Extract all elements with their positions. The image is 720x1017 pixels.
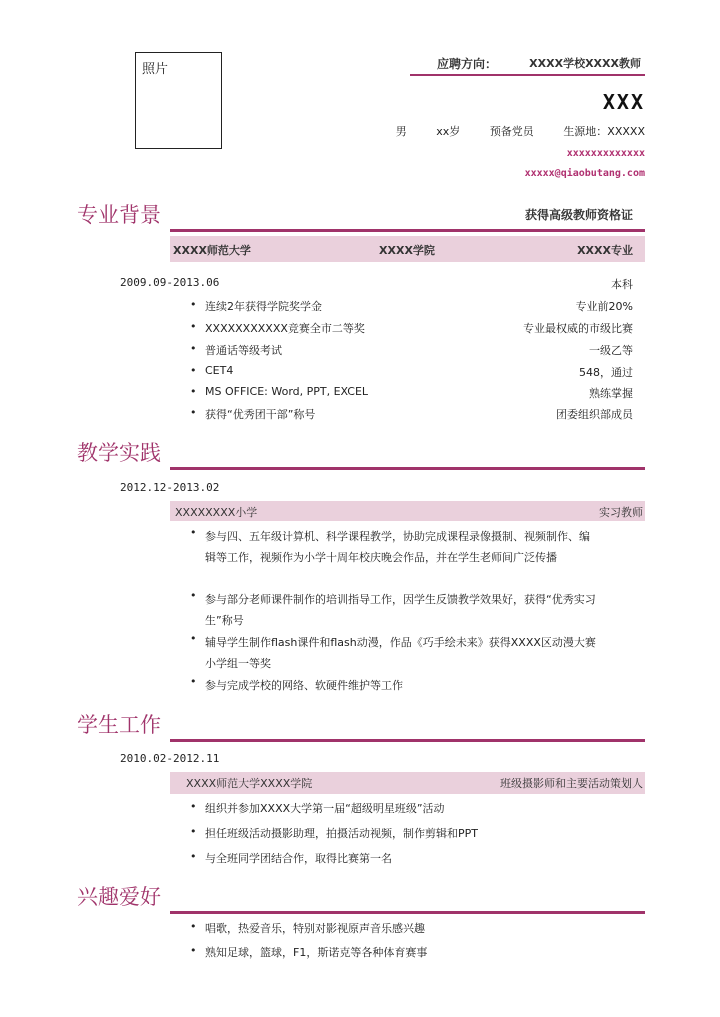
section-title-student-work: 学生工作 xyxy=(77,713,161,737)
apply-value: XXXX学校XXXX教师 xyxy=(529,57,641,70)
student-work-role: 班级摄影师和主要活动策划人 xyxy=(500,777,643,790)
age: xx岁 xyxy=(436,125,461,138)
list-item-note: 一级乙等 xyxy=(589,344,633,357)
apply-underline xyxy=(410,74,645,76)
candidate-name: XXX xyxy=(602,90,645,114)
gender: 男 xyxy=(395,125,407,138)
section-divider xyxy=(170,739,645,742)
teacher-certificate-note: 获得高级教师资格证 xyxy=(524,208,633,222)
personal-info xyxy=(396,123,645,139)
teaching-role: 实习教师 xyxy=(599,506,643,519)
major-name: XXXX专业 xyxy=(577,244,633,257)
email-link[interactable]: xxxxx@qiaobutang.com xyxy=(524,168,645,179)
list-item-note: 专业最权威的市级比赛 xyxy=(523,322,633,335)
teaching-date: 2012.12-2013.02 xyxy=(120,481,220,494)
origin: 生源地：XXXXX xyxy=(563,125,645,138)
photo-placeholder xyxy=(135,52,222,149)
teaching-org: XXXXXXXX小学 xyxy=(175,506,258,519)
degree: 本科 xyxy=(611,278,633,291)
section-divider xyxy=(170,911,645,914)
section-title-hobbies: 兴趣爱好 xyxy=(77,885,161,909)
education-date: 2009.09-2013.06 xyxy=(120,276,220,289)
teaching-header-band xyxy=(170,501,645,521)
student-work-header-band xyxy=(170,772,645,794)
school-name: XXXX师范大学 xyxy=(173,244,251,257)
student-work-org: XXXX师范大学XXXX学院 xyxy=(186,777,313,790)
list-item-note: 专业前20% xyxy=(575,300,633,313)
apply-label: 应聘方向： xyxy=(437,57,498,71)
list-item-note: 团委组织部成员 xyxy=(556,408,633,421)
list-item-note: 熟练掌握 xyxy=(589,387,633,400)
section-divider xyxy=(170,229,645,232)
section-title-education: 专业背景 xyxy=(77,203,161,227)
section-divider xyxy=(170,467,645,470)
phone: xxxxxxxxxxxxx xyxy=(566,148,645,159)
apply-direction xyxy=(410,53,645,75)
political-status: 预备党员 xyxy=(489,125,534,138)
list-item-note: 548，通过 xyxy=(579,366,633,379)
photo-label: 照片 xyxy=(142,62,169,77)
education-header-band xyxy=(170,236,645,262)
section-title-teaching: 教学实践 xyxy=(77,441,161,465)
college-name: XXXX学院 xyxy=(379,244,435,257)
student-work-date: 2010.02-2012.11 xyxy=(120,752,220,765)
